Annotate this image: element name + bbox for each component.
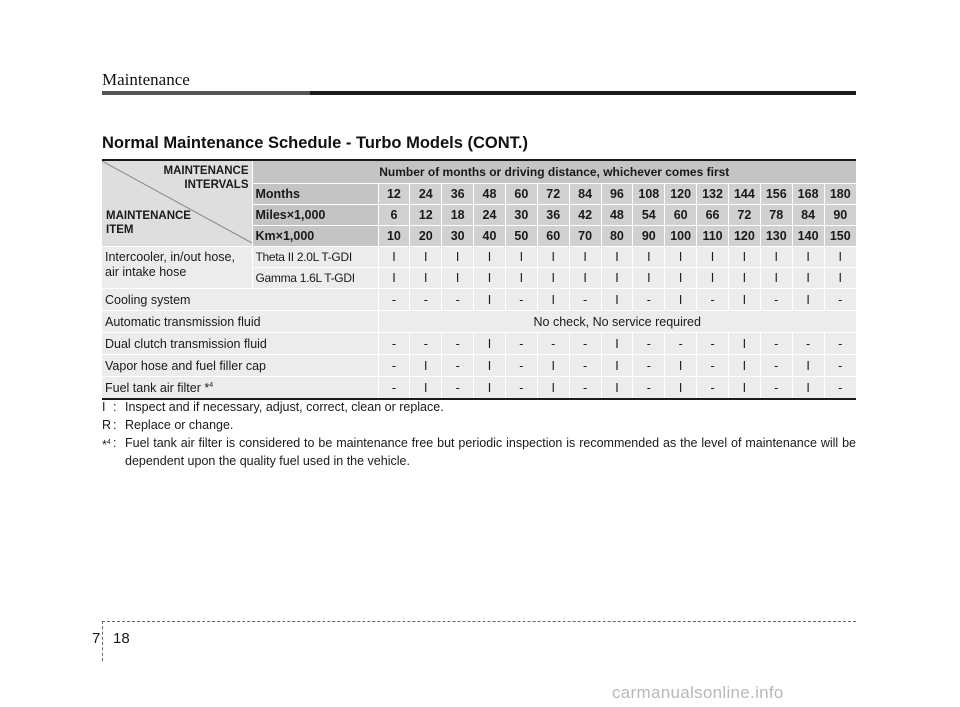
schedule-cell: I bbox=[474, 247, 506, 268]
schedule-cell: I bbox=[410, 355, 442, 377]
schedule-cell: - bbox=[824, 333, 856, 355]
schedule-row bbox=[102, 355, 856, 377]
schedule-cell: I bbox=[728, 377, 760, 400]
schedule-cell: I bbox=[378, 247, 410, 268]
interval-value: 60 bbox=[665, 205, 697, 226]
schedule-cell: I bbox=[728, 355, 760, 377]
interval-value: 108 bbox=[633, 184, 665, 205]
schedule-cell: - bbox=[569, 333, 601, 355]
corner-intervals-label bbox=[164, 164, 249, 192]
schedule-cell: - bbox=[378, 355, 410, 377]
schedule-cell: I bbox=[537, 289, 569, 311]
footnote-ref: 4 bbox=[209, 381, 214, 389]
schedule-cell: - bbox=[378, 333, 410, 355]
item-label-cooling bbox=[102, 289, 378, 311]
schedule-cell: - bbox=[442, 355, 474, 377]
interval-value: 30 bbox=[505, 205, 537, 226]
schedule-cell: I bbox=[792, 247, 824, 268]
item-label-atf: Automatic transmission fluid bbox=[102, 311, 378, 333]
schedule-cell: - bbox=[792, 333, 824, 355]
schedule-cell: I bbox=[601, 289, 633, 311]
interval-value: 90 bbox=[633, 226, 665, 247]
schedule-cell: I bbox=[697, 247, 729, 268]
page-title: Normal Maintenance Schedule - Turbo Models (CONT.) bbox=[102, 134, 528, 152]
legend-text: Fuel tank air filter is considered to be maintenance free but periodic inspection is recommended as the level of maintenance will be dependent upon the quality fuel used in the vehicle. bbox=[125, 436, 856, 468]
item-label-line1: Intercooler, in/out hose, bbox=[105, 250, 235, 264]
schedule-cell: I bbox=[569, 268, 601, 289]
interval-value: 84 bbox=[792, 205, 824, 226]
interval-label: Miles×1,000 bbox=[252, 205, 378, 226]
schedule-cell: - bbox=[505, 289, 537, 311]
interval-value: 36 bbox=[442, 184, 474, 205]
interval-value: 36 bbox=[537, 205, 569, 226]
legend-note: *$^4$ : Fuel tank air filter is considered to be maintenance free but periodic inspection is recommended as the level of maintenance will be dependent upon the quality fuel used in the vehicle. bbox=[102, 436, 856, 468]
interval-value: 48 bbox=[474, 184, 506, 205]
schedule-cell: I bbox=[665, 289, 697, 311]
schedule-cell: I bbox=[697, 268, 729, 289]
legend-key bbox=[102, 434, 113, 470]
schedule-cell: I bbox=[792, 268, 824, 289]
corner-header bbox=[102, 160, 252, 247]
legend-key-symbol: I bbox=[102, 400, 106, 414]
header-bar-accent bbox=[102, 91, 310, 95]
schedule-cell: - bbox=[760, 355, 792, 377]
schedule-cell: - bbox=[505, 333, 537, 355]
schedule-cell: - bbox=[569, 355, 601, 377]
schedule-cell: - bbox=[760, 333, 792, 355]
schedule-cell: - bbox=[505, 377, 537, 400]
schedule-cell: - bbox=[442, 377, 474, 400]
schedule-cell: I bbox=[474, 333, 506, 355]
schedule-cell: I bbox=[665, 247, 697, 268]
header-bar bbox=[102, 91, 856, 95]
schedule-cell: I bbox=[378, 268, 410, 289]
schedule-cell: - bbox=[410, 289, 442, 311]
interval-value: 72 bbox=[728, 205, 760, 226]
schedule-row bbox=[102, 333, 856, 355]
schedule-cell: I bbox=[569, 247, 601, 268]
schedule-cell: - bbox=[537, 333, 569, 355]
schedule-cell: I bbox=[474, 268, 506, 289]
schedule-cell: - bbox=[505, 355, 537, 377]
schedule-cell: - bbox=[697, 355, 729, 377]
schedule-cell: I bbox=[633, 268, 665, 289]
section-header: Maintenance bbox=[102, 70, 190, 89]
schedule-cell: I bbox=[601, 377, 633, 400]
schedule-cell: I bbox=[792, 289, 824, 311]
schedule-cell: - bbox=[697, 377, 729, 400]
legend-note: R : Replace or change. bbox=[102, 416, 856, 434]
schedule-cell: I bbox=[633, 247, 665, 268]
schedule-body bbox=[102, 160, 856, 399]
item-label-line2: air intake hose bbox=[105, 265, 187, 279]
interval-value: 40 bbox=[474, 226, 506, 247]
schedule-cell: - bbox=[569, 289, 601, 311]
interval-value: 180 bbox=[824, 184, 856, 205]
interval-value: 120 bbox=[728, 226, 760, 247]
schedule-cell: I bbox=[728, 247, 760, 268]
schedule-cell: I bbox=[601, 268, 633, 289]
interval-value: 120 bbox=[665, 184, 697, 205]
schedule-cell: I bbox=[665, 377, 697, 400]
interval-value: 54 bbox=[633, 205, 665, 226]
interval-value: 78 bbox=[760, 205, 792, 226]
corner-item-line2: ITEM bbox=[106, 224, 134, 236]
schedule-cell: I bbox=[537, 247, 569, 268]
item-label-dct bbox=[102, 333, 378, 355]
corner-item-line1: MAINTENANCE bbox=[106, 210, 191, 222]
interval-value: 50 bbox=[505, 226, 537, 247]
atf-note: No check, No service required bbox=[378, 311, 856, 333]
legend-text: Inspect and if necessary, adjust, correct, clean or replace. bbox=[125, 400, 444, 414]
engine-variant-label: Theta II 2.0L T-GDI bbox=[252, 247, 378, 268]
schedule-cell: - bbox=[760, 377, 792, 400]
schedule-cell: I bbox=[537, 377, 569, 400]
legend-notes bbox=[102, 398, 856, 470]
interval-value: 100 bbox=[665, 226, 697, 247]
interval-value: 80 bbox=[601, 226, 633, 247]
legend-key-sup: 4 bbox=[106, 439, 111, 446]
schedule-cell: I bbox=[728, 333, 760, 355]
interval-value: 66 bbox=[697, 205, 729, 226]
item-label-text: Cooling system bbox=[105, 292, 191, 307]
schedule-cell: I bbox=[601, 247, 633, 268]
interval-value: 132 bbox=[697, 184, 729, 205]
schedule-cell: - bbox=[824, 289, 856, 311]
schedule-cell: I bbox=[601, 333, 633, 355]
schedule-cell: I bbox=[601, 355, 633, 377]
engine-variant-label: Gamma 1.6L T-GDI bbox=[252, 268, 378, 289]
schedule-cell: - bbox=[665, 333, 697, 355]
corner-item-label bbox=[106, 209, 191, 237]
schedule-cell: - bbox=[697, 333, 729, 355]
item-label-vapor bbox=[102, 355, 378, 377]
schedule-cell: I bbox=[792, 355, 824, 377]
interval-value: 48 bbox=[601, 205, 633, 226]
item-label-fuel-filter bbox=[102, 377, 378, 400]
schedule-cell: I bbox=[474, 289, 506, 311]
schedule-cell: I bbox=[824, 268, 856, 289]
schedule-cell: I bbox=[728, 268, 760, 289]
corner-intervals-line1: MAINTENANCE bbox=[163, 165, 249, 177]
watermark: carmanualsonline.info bbox=[612, 683, 784, 702]
interval-value: 90 bbox=[824, 205, 856, 226]
item-label-intercooler bbox=[102, 247, 252, 289]
schedule-cell: I bbox=[792, 377, 824, 400]
interval-value: 70 bbox=[569, 226, 601, 247]
schedule-row bbox=[102, 377, 856, 400]
interval-label: Months bbox=[252, 184, 378, 205]
schedule-cell: - bbox=[569, 377, 601, 400]
schedule-cell: - bbox=[697, 289, 729, 311]
interval-value: 72 bbox=[537, 184, 569, 205]
schedule-cell: I bbox=[824, 247, 856, 268]
interval-value: 130 bbox=[760, 226, 792, 247]
legend-key bbox=[102, 398, 113, 416]
header-main: Number of months or driving distance, whichever comes first bbox=[252, 160, 856, 184]
interval-value: 12 bbox=[410, 205, 442, 226]
interval-value: 18 bbox=[442, 205, 474, 226]
interval-value: 156 bbox=[760, 184, 792, 205]
legend-note: I : Inspect and if necessary, adjust, correct, clean or replace. bbox=[102, 398, 856, 416]
schedule-cell: - bbox=[633, 355, 665, 377]
schedule-cell: I bbox=[665, 268, 697, 289]
schedule-cell: I bbox=[442, 268, 474, 289]
schedule-row bbox=[102, 311, 856, 333]
legend-key-symbol: * bbox=[102, 438, 107, 453]
interval-value: 168 bbox=[792, 184, 824, 205]
interval-value: 60 bbox=[537, 226, 569, 247]
interval-label: Km×1,000 bbox=[252, 226, 378, 247]
interval-value: 6 bbox=[378, 205, 410, 226]
interval-value: 24 bbox=[410, 184, 442, 205]
schedule-cell: I bbox=[505, 247, 537, 268]
interval-value: 42 bbox=[569, 205, 601, 226]
item-label-text: Fuel tank air filter * bbox=[105, 380, 210, 395]
interval-value: 20 bbox=[410, 226, 442, 247]
maintenance-schedule-table bbox=[102, 159, 856, 400]
interval-value: 24 bbox=[474, 205, 506, 226]
interval-value: 140 bbox=[792, 226, 824, 247]
chapter-number: 7 bbox=[92, 630, 101, 647]
schedule-cell: - bbox=[378, 289, 410, 311]
schedule-cell: I bbox=[442, 247, 474, 268]
interval-value: 144 bbox=[728, 184, 760, 205]
schedule-cell: I bbox=[728, 289, 760, 311]
schedule-cell: - bbox=[633, 377, 665, 400]
schedule-cell: I bbox=[474, 377, 506, 400]
schedule-row bbox=[102, 289, 856, 311]
interval-value: 84 bbox=[569, 184, 601, 205]
schedule-row bbox=[102, 247, 856, 268]
schedule-cell: - bbox=[633, 289, 665, 311]
schedule-cell: - bbox=[824, 377, 856, 400]
schedule-cell: - bbox=[442, 333, 474, 355]
schedule-cell: - bbox=[824, 355, 856, 377]
footer-divider bbox=[102, 621, 856, 622]
interval-value: 10 bbox=[378, 226, 410, 247]
header-row bbox=[102, 160, 856, 184]
corner-intervals-line2: INTERVALS bbox=[184, 179, 249, 191]
schedule-cell: I bbox=[410, 247, 442, 268]
schedule-cell: - bbox=[378, 377, 410, 400]
page-number: 18 bbox=[113, 630, 130, 647]
schedule-cell: - bbox=[410, 333, 442, 355]
schedule-cell: I bbox=[537, 355, 569, 377]
item-label-text: Vapor hose and fuel filler cap bbox=[105, 358, 266, 373]
schedule-cell: I bbox=[760, 247, 792, 268]
schedule-cell: - bbox=[760, 289, 792, 311]
interval-value: 110 bbox=[697, 226, 729, 247]
interval-value: 30 bbox=[442, 226, 474, 247]
schedule-cell: - bbox=[442, 289, 474, 311]
schedule-cell: I bbox=[505, 268, 537, 289]
schedule-cell: I bbox=[410, 377, 442, 400]
footer-divider-vertical bbox=[102, 621, 103, 661]
interval-value: 12 bbox=[378, 184, 410, 205]
legend-key bbox=[102, 416, 113, 434]
legend-text: Replace or change. bbox=[125, 418, 234, 432]
schedule-cell: I bbox=[410, 268, 442, 289]
schedule-cell: I bbox=[537, 268, 569, 289]
schedule-cell: - bbox=[633, 333, 665, 355]
interval-value: 150 bbox=[824, 226, 856, 247]
schedule-cell: I bbox=[665, 355, 697, 377]
schedule-cell: I bbox=[474, 355, 506, 377]
interval-value: 60 bbox=[505, 184, 537, 205]
legend-key-symbol: R bbox=[102, 418, 112, 432]
interval-value: 96 bbox=[601, 184, 633, 205]
item-label-text: Dual clutch transmission fluid bbox=[105, 336, 267, 351]
schedule-cell: I bbox=[760, 268, 792, 289]
